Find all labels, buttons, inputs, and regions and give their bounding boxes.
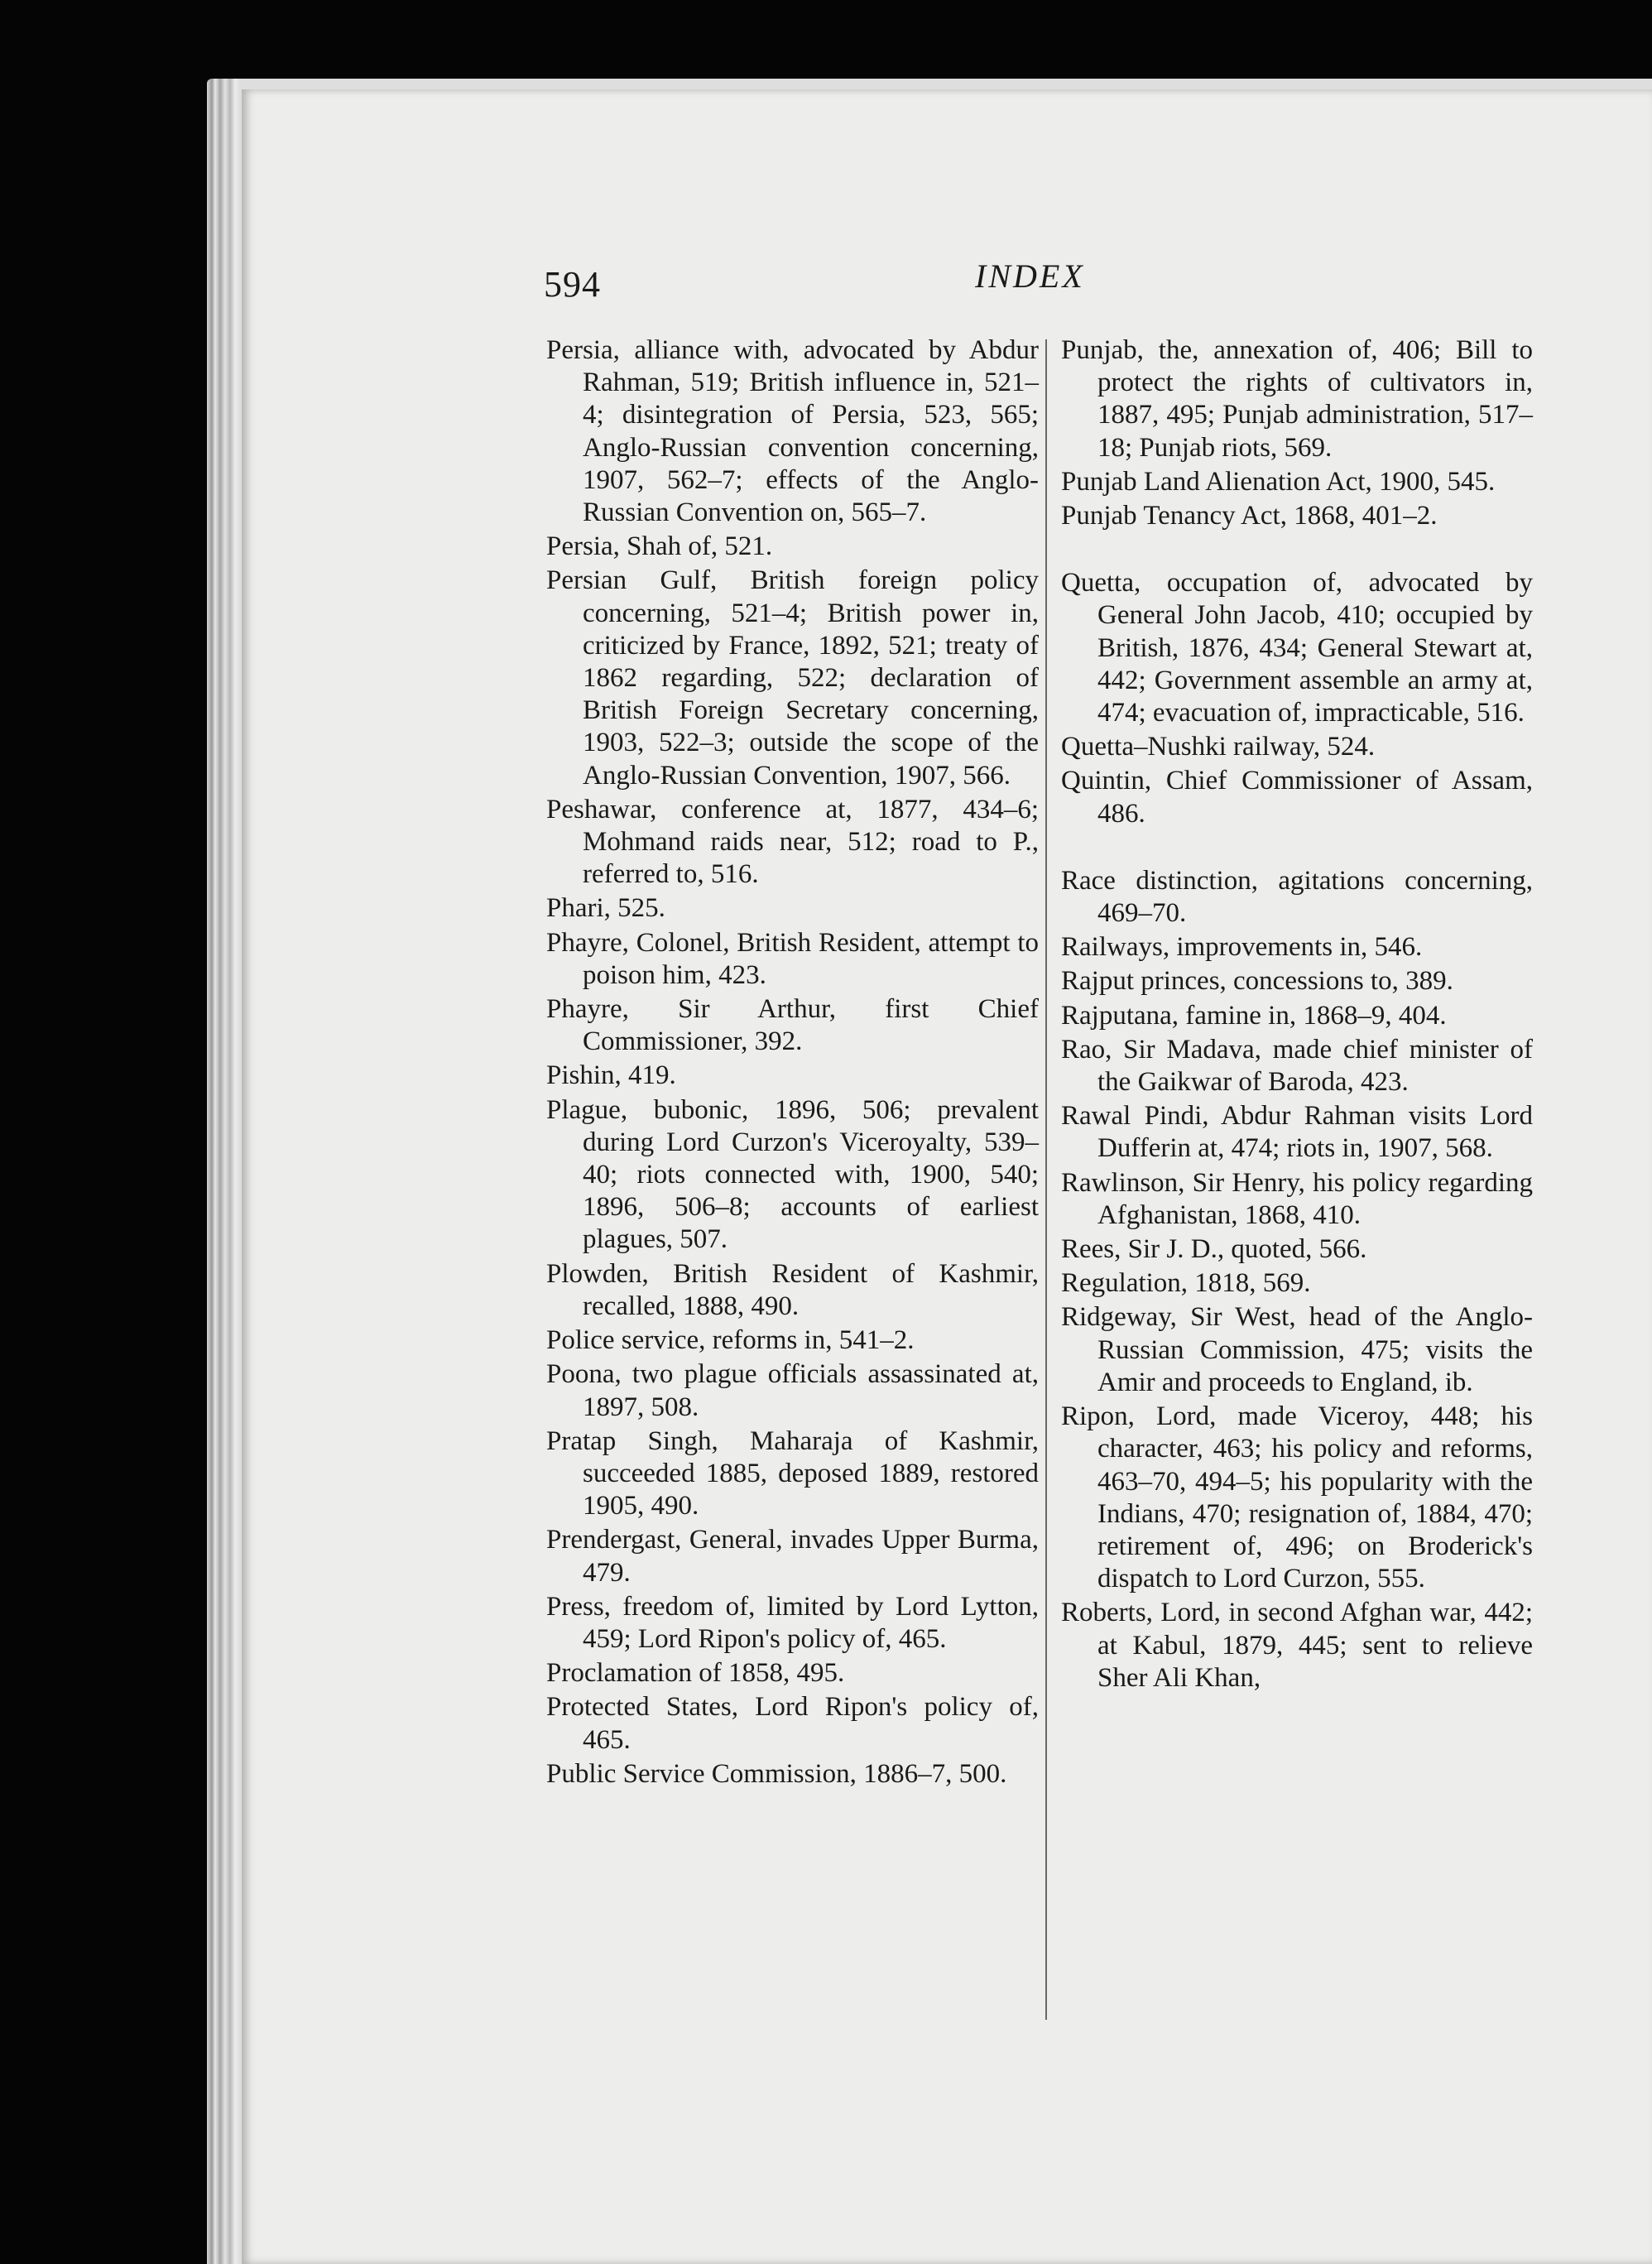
index-entry: Persia, alliance with, advocated by Abdur Rahman, 519; British influence in, 521–4; disintegration of Persia, 523, 565; Anglo-Russian convention concerning, 1907, 562–7; effects of the Anglo-Russian Convention on, 565–7. [546, 335, 1039, 528]
index-entry: Pishin, 419. [546, 1060, 676, 1091]
index-entry: Quetta, occupation of, advocated by General John Jacob, 410; occupied by British, 1876, 434; General Stewart at, 442; Government assemble an army at, 474; evacuation of, impracticable, 516. [1061, 568, 1533, 728]
index-entry: Press, freedom of, limited by Lord Lytton, 459; Lord Ripon's policy of, 465. [546, 1591, 1039, 1654]
letter-group-gap [1061, 832, 1533, 865]
index-column-right [1061, 334, 1533, 1696]
index-entry: Quintin, Chief Commissioner of Assam, 486. [1061, 766, 1533, 829]
letter-group-gap [1061, 534, 1533, 567]
page-number: 594 [544, 264, 601, 305]
index-entry: Prendergast, General, invades Upper Burma, 479. [546, 1525, 1039, 1588]
index-entry: Public Service Commission, 1886–7, 500. [546, 1758, 1007, 1789]
index-entry: Peshawar, conference at, 1877, 434–6; Mohmand raids near, 512; road to P., referred to, 516. [546, 794, 1039, 890]
index-entry: Persian Gulf, British foreign policy concerning, 521–4; British power in, criticized by France, 1892, 521; treaty of 1862 regarding, 522; declaration of British Foreign Secretary concerning, 1903, 522–3; outside the scope of the Anglo-Russian Convention, 1907, 566. [546, 565, 1039, 791]
index-entry: Persia, Shah of, 521. [546, 531, 773, 562]
index-entry: Regulation, 1818, 569. [1061, 1268, 1311, 1299]
index-entry: Ripon, Lord, made Viceroy, 448; his character, 463; his policy and reforms, 463–70, 494–5; his popularity with the Indians, 470; resignation of, 1884, 470; retirement of, 496; on Broderick's dispatch to Lord Curzon, 555. [1061, 1401, 1533, 1594]
index-entry: Roberts, Lord, in second Afghan war, 442; at Kabul, 1879, 445; sent to relieve Sher Ali Khan, [1061, 1598, 1533, 1693]
running-head: INDEX [975, 257, 1085, 295]
index-entry: Punjab Land Alienation Act, 1900, 545. [1061, 466, 1496, 497]
index-column-left [546, 334, 1039, 1792]
index-entry: Punjab Tenancy Act, 1868, 401–2. [1061, 501, 1438, 531]
index-entry: Rao, Sir Madava, made chief minister of the Gaikwar of Baroda, 423. [1061, 1034, 1533, 1098]
index-entry: Proclamation of 1858, 495. [546, 1658, 845, 1689]
index-entry: Phari, 525. [546, 893, 665, 924]
index-entry: Rajput princes, concessions to, 389. [1061, 966, 1453, 997]
index-entry: Rajputana, famine in, 1868–9, 404. [1061, 1000, 1447, 1031]
index-entry: Punjab, the, annexation of, 406; Bill to protect the rights of cultivators in, 1887, 495; Punjab administration, 517–18; Punjab riots, 569. [1061, 335, 1533, 463]
index-entry: Phayre, Colonel, British Resident, attempt to poison him, 423. [546, 927, 1039, 990]
index-entry: Protected States, Lord Ripon's policy of, 465. [546, 1692, 1039, 1755]
index-entry: Ridgeway, Sir West, head of the Anglo-Russian Commission, 475; visits the Amir and proceeds to England, ib. [1061, 1302, 1533, 1397]
index-entry: Phayre, Sir Arthur, first Chief Commissioner, 392. [546, 994, 1039, 1057]
index-entry: Railways, improvements in, 546. [1061, 932, 1423, 963]
index-entry: Quetta–Nushki railway, 524. [1061, 732, 1376, 762]
index-entry: Police service, reforms in, 541–2. [546, 1325, 915, 1356]
index-entry: Race distinction, agitations concerning, 469–70. [1061, 865, 1533, 929]
index-entry: Poona, two plague officials assassinated at, 1897, 508. [546, 1359, 1039, 1422]
column-divider [1045, 339, 1047, 2020]
index-entry: Rees, Sir J. D., quoted, 566. [1061, 1234, 1367, 1265]
index-entry: Pratap Singh, Maharaja of Kashmir, succeeded 1885, deposed 1889, restored 1905, 490. [546, 1425, 1039, 1521]
index-entry: Rawal Pindi, Abdur Rahman visits Lord Dufferin at, 474; riots in, 1907, 568. [1061, 1101, 1533, 1164]
index-entry: Plague, bubonic, 1896, 506; prevalent during Lord Curzon's Viceroyalty, 539–40; riots connected with, 1900, 540; 1896, 506–8; accounts of earliest plagues, 507. [546, 1094, 1039, 1255]
index-entry: Rawlinson, Sir Henry, his policy regarding Afghanistan, 1868, 410. [1061, 1167, 1533, 1230]
index-entry: Plowden, British Resident of Kashmir, recalled, 1888, 490. [546, 1258, 1039, 1321]
